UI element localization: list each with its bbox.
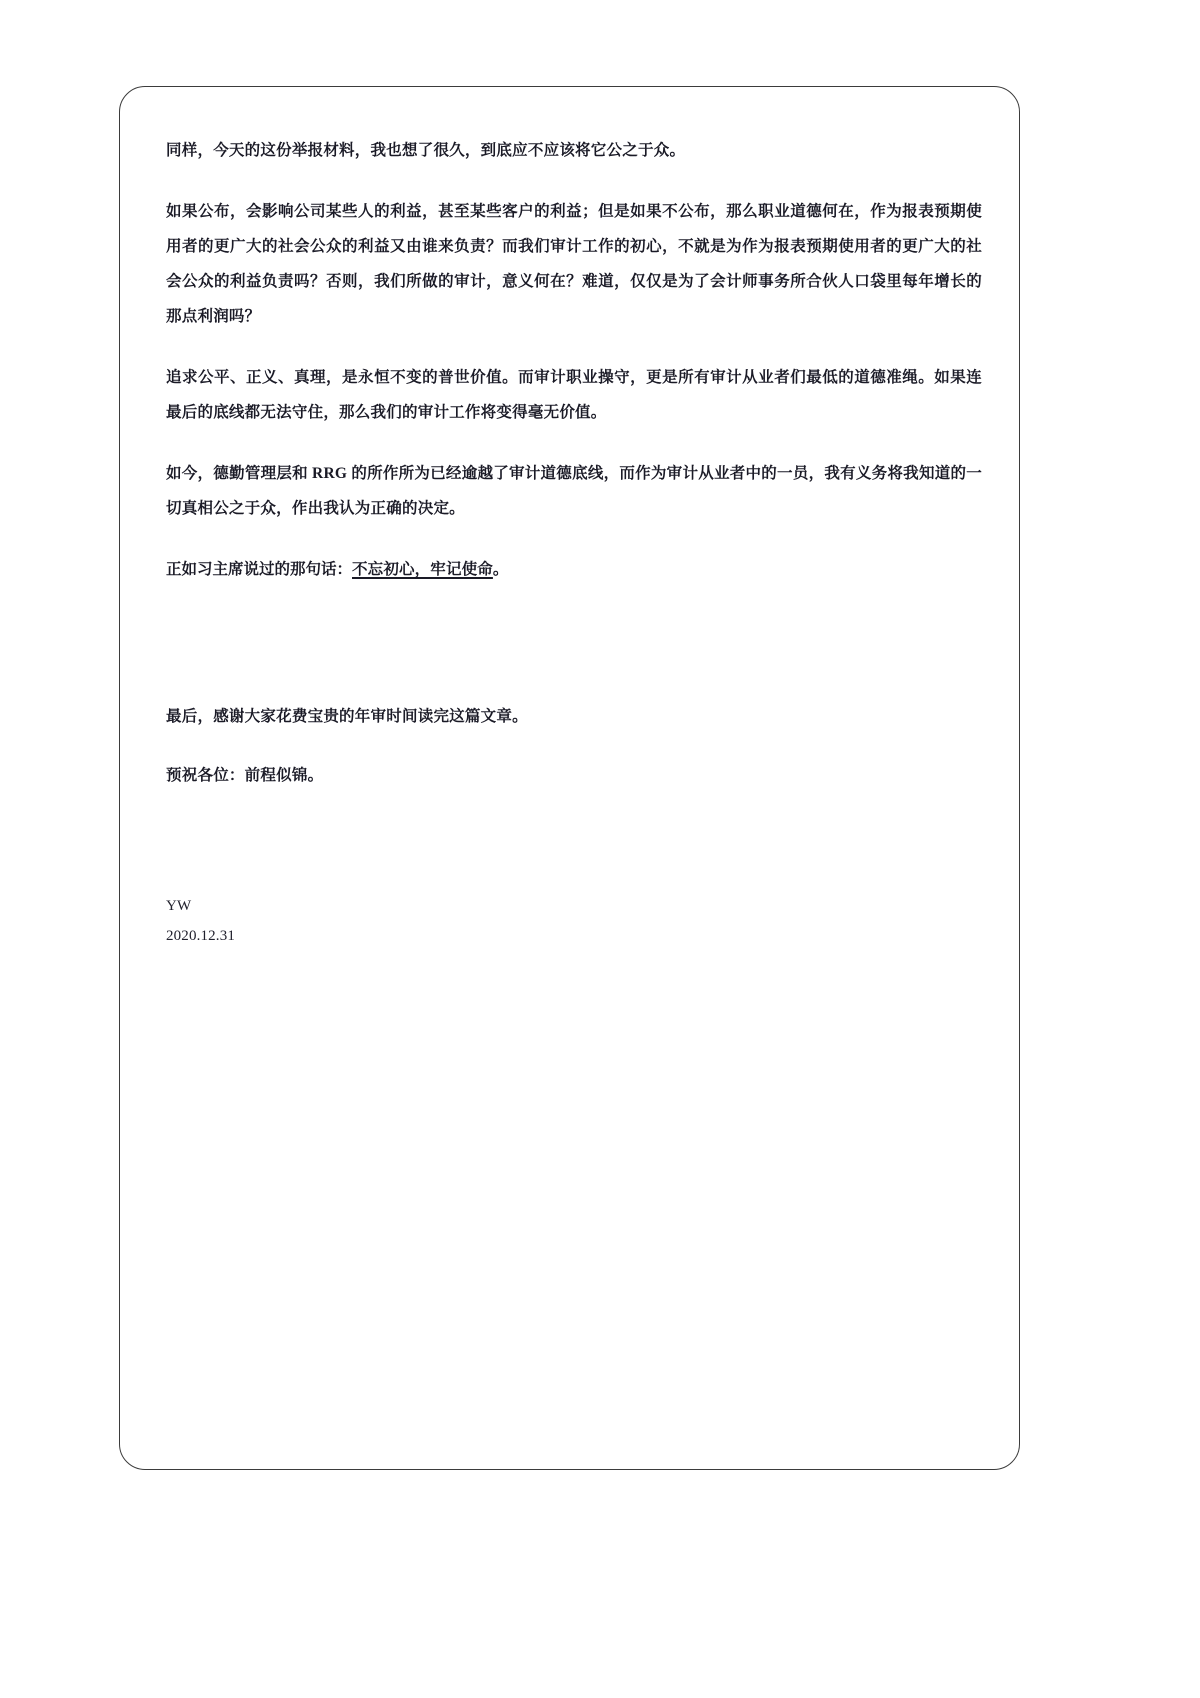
paragraph-4: 如今，德勤管理层和 RRG 的所作所为已经逾越了审计道德底线，而作为审计从业者中的一员，我有义务将我知道的一切真相公之于众，作出我认为正确的决定。 [166,465,982,518]
paragraph-1: 同样，今天的这份举报材料，我也想了很久，到底应不应该将它公之于众。 [166,142,686,159]
spacer-before-signature [166,817,982,891]
spacer-before-closing [166,613,982,699]
signature-date: 2020.12.31 [166,928,235,945]
quote-lead-in: 正如习主席说过的那句话： [166,561,353,579]
paragraph-3: 追求公平、正义、真理，是永恒不变的普世价值。而审计职业操守，更是所有审计从业者们最低的道德准绳。如果连最后的底线都无法守住，那么我们的审计工作将变得毫无价值。 [166,369,982,422]
closing-line-1: 最后，感谢大家花费宝贵的年审时间读完这篇文章。 [166,708,528,726]
closing-line-2: 预祝各位：前程似锦。 [166,767,324,785]
quote-paragraph [166,552,982,587]
quote-emphasis: 不忘初心，牢记使命 [352,561,493,579]
document-body [166,133,982,951]
paragraph-2: 如果公布，会影响公司某些人的利益，甚至某些客户的利益；但是如果不公布，那么职业道德何在，作为报表预期使用者的更广大的社会公众的利益又由谁来负责？而我们审计工作的初心，不就是为作为报表预期使用者的更广大的社会公众的利益负责吗？否则，我们所做的审计，意义何在？难道，仅仅是为了会计师事务所合伙人口袋里每年增长的那点利润吗？ [166,203,982,326]
quote-trailing: 。 [492,561,509,579]
document-frame [119,86,1020,1470]
signature-name: YW [166,898,192,915]
